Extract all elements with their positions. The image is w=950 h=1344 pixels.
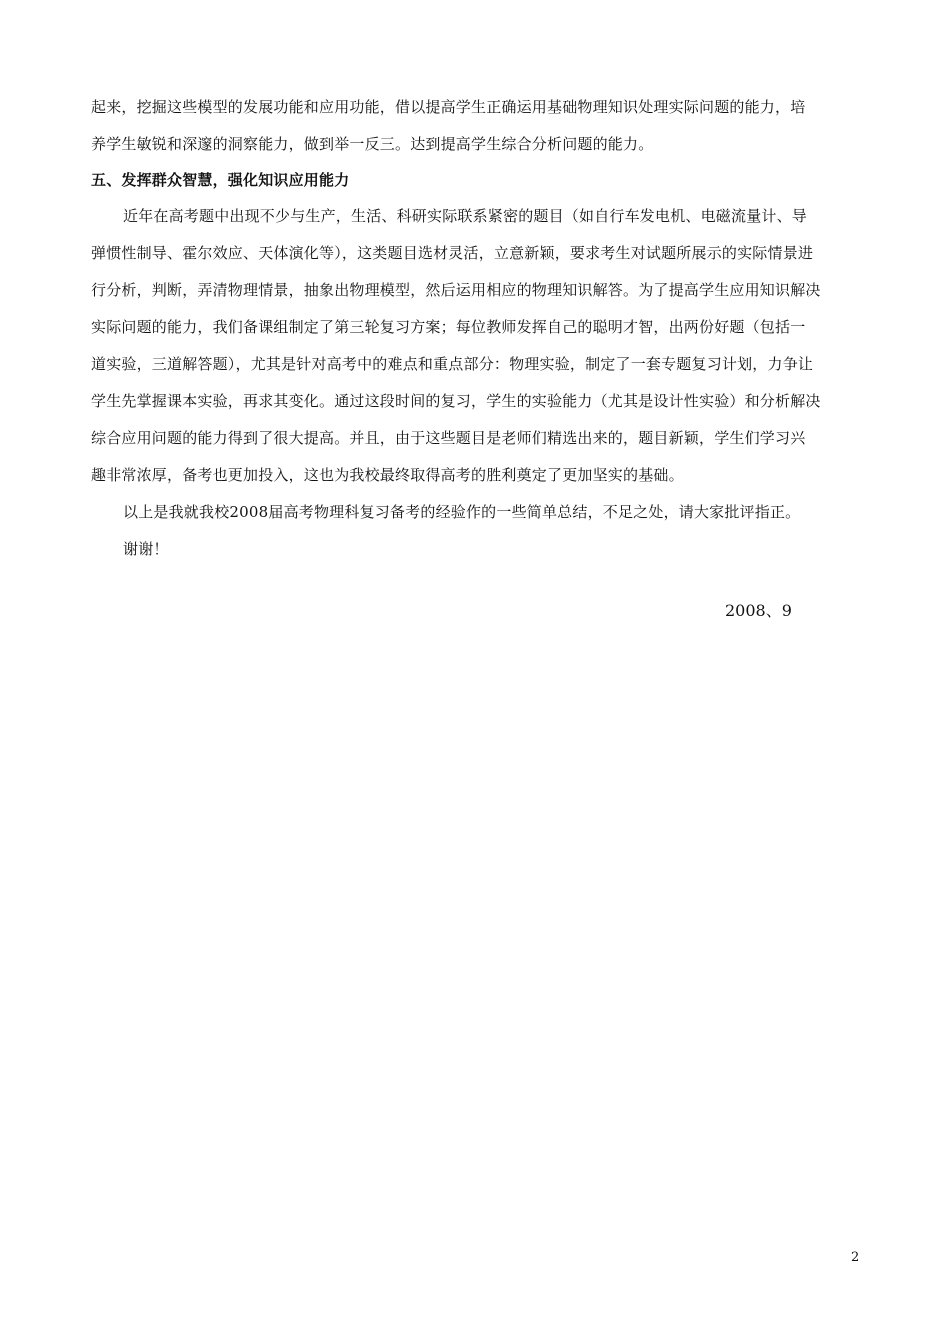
paragraph-line: 实际问题的能力，我们备课组制定了第三轮复习方案；每位教师发挥自己的聪明才智，出两份好题（包括一 [91, 318, 806, 336]
thanks-line: 谢谢！ [123, 540, 169, 558]
date-line: 2008、9 [725, 601, 792, 620]
section-heading: 五、发挥群众智慧，强化知识应用能力 [91, 171, 350, 189]
paragraph-line: 综合应用问题的能力得到了很大提高。并且，由于这些题目是老师们精选出来的，题目新颖，学生们学习兴 [91, 429, 806, 447]
page-number: 2 [851, 1250, 860, 1265]
paragraph-line: 养学生敏锐和深邃的洞察能力，做到举一反三。达到提高学生综合分析问题的能力。 [91, 135, 654, 153]
paragraph-line: 近年在高考题中出现不少与生产，生活、科研实际联系紧密的题目（如自行车发电机、电磁流量计、导 [123, 207, 808, 225]
paragraph-line: 起来，挖掘这些模型的发展功能和应用功能，借以提高学生正确运用基础物理知识处理实际问题的能力，培 [91, 98, 806, 116]
closing-line: 以上是我就我校2008届高考物理科复习备考的经验作的一些简单总结，不足之处，请大家批评指正。 [123, 503, 801, 521]
paragraph-line: 学生先掌握课本实验，再求其变化。通过这段时间的复习，学生的实验能力（尤其是设计性实验）和分析解决 [91, 392, 821, 410]
paragraph-line: 趣非常浓厚，备考也更加投入，这也为我校最终取得高考的胜利奠定了更加坚实的基础。 [91, 466, 684, 484]
paragraph-line: 行分析，判断，弄清物理情景，抽象出物理模型，然后运用相应的物理知识解答。为了提高学生应用知识解决 [91, 281, 821, 299]
paragraph-line: 弹惯性制导、霍尔效应、天体演化等），这类题目选材灵活，立意新颖，要求考生对试题所展示的实际情景进 [91, 244, 814, 262]
paragraph-line: 道实验，三道解答题），尤其是针对高考中的难点和重点部分：物理实验，制定了一套专题复习计划，力争让 [91, 355, 814, 373]
